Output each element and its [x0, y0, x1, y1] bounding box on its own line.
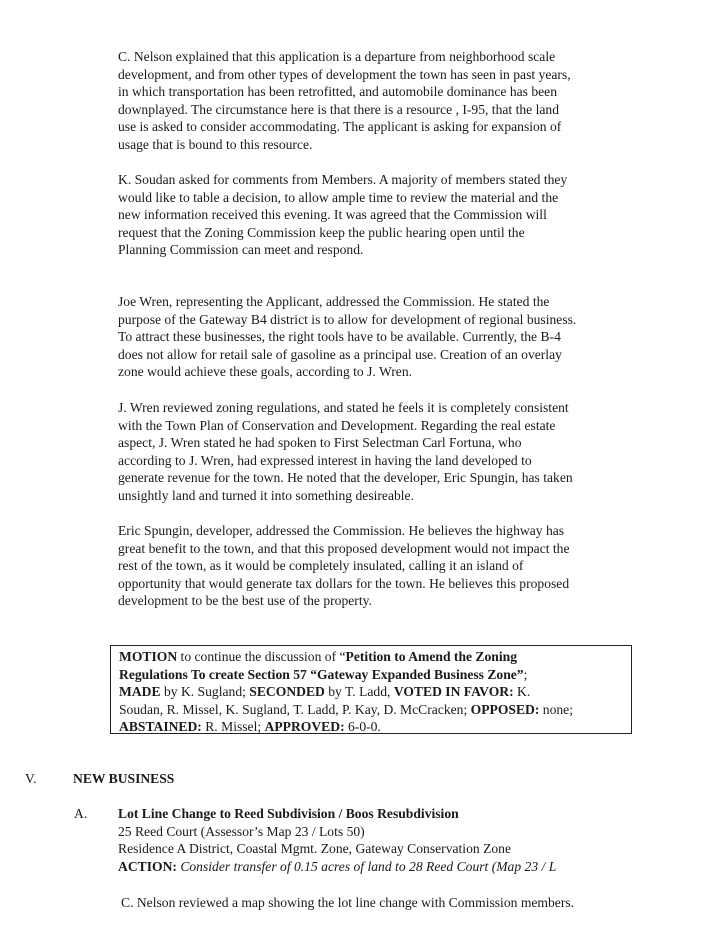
text-line: purpose of the Gateway B4 district is to allow for development of regional business.: [118, 311, 577, 327]
petition-title: Petition to Amend the Zoning: [345, 649, 517, 664]
text-line: aspect, J. Wren stated he had spoken to First Selectman Carl Fortuna, who: [118, 435, 522, 451]
motion-box: [110, 645, 632, 734]
made-text: by K. Sugland;: [160, 684, 250, 700]
text-line: does not allow for retail sale of gasoline as a principal use. Creation of an overlay: [118, 346, 562, 362]
abstained-text: R. Missel;: [201, 719, 265, 735]
text-line: development to be the best use of the property.: [118, 593, 372, 609]
voted-names: Soudan, R. Missel, K. Sugland, T. Ladd, P. Kay, D. McCracken;: [119, 701, 471, 717]
motion-line: [119, 648, 631, 666]
motion-semicolon: ;: [523, 666, 528, 682]
text-line: usage that is bound to this resource.: [118, 136, 313, 152]
motion-label: MOTION: [119, 649, 178, 664]
made-label: MADE: [119, 684, 161, 700]
action-text: Consider transfer of 0.15 acres of land to 28 Reed Court (Map 23 / L: [176, 858, 557, 874]
motion-line: [119, 718, 631, 736]
action-label: ACTION:: [118, 858, 177, 874]
voted-label: VOTED IN FAVOR:: [393, 684, 514, 700]
text-line: Eric Spungin, developer, addressed the Commission. He believes the highway has: [118, 523, 565, 538]
text-line: unsightly land and turned it into something desireable.: [118, 487, 414, 503]
item-zones: Residence A District, Coastal Mgmt. Zone, Gateway Conservation Zone: [118, 841, 512, 857]
text-line: generate revenue for the town. He noted that the developer, Eric Spungin, has taken: [118, 470, 573, 486]
item-lot-line-change: [118, 805, 556, 875]
motion-line: [119, 701, 631, 719]
text-line: rest of the town, as it would be completely insulated, calling it an island of: [118, 558, 524, 574]
paragraph-nelson-map-review: [121, 894, 641, 912]
paragraph-nelson-application: [118, 48, 638, 154]
item-title: Lot Line Change to Reed Subdivision / Boos Resubdivision: [118, 806, 459, 821]
motion-line: [119, 683, 631, 701]
opposed-text: none;: [539, 701, 573, 717]
paragraph-wren-regulations: [118, 399, 638, 505]
section-number: V.: [25, 771, 37, 786]
text-line: with the Town Plan of Conservation and Development. Regarding the real estate: [118, 417, 556, 433]
paragraph-soudan-comments: [118, 171, 638, 259]
text-line: would like to table a decision, to allow ample time to review the material and the: [118, 189, 559, 205]
text-line: Joe Wren, representing the Applicant, addressed the Commission. He stated the: [118, 294, 550, 309]
text-line: J. Wren reviewed zoning regulations, and stated he feels it is completely consistent: [118, 400, 569, 415]
motion-text: to continue the discussion of “: [177, 649, 346, 664]
item-address: 25 Reed Court (Assessor’s Map 23 / Lots 50): [118, 823, 365, 839]
text-line: To attract these businesses, the right tools have to be available. Currently, the B-4: [118, 329, 561, 345]
motion-line: [119, 666, 631, 684]
text-line: in which transportation has been retrofitted, and automobile dominance has been: [118, 84, 558, 100]
seconded-label: SECONDED: [249, 684, 325, 700]
text-line: C. Nelson explained that this application is a departure from neighborhood scale: [118, 49, 556, 64]
paragraph-spungin-developer: [118, 522, 638, 610]
abstained-label: ABSTAINED:: [119, 719, 202, 735]
text-line: new information received this evening. It was agreed that the Commission will: [118, 207, 547, 223]
text-line: use is asked to consider accommodating. The applicant is asking for expansion of: [118, 119, 562, 135]
item-letter: A.: [74, 806, 88, 821]
text-line: great benefit to the town, and that this proposed development would not impact the: [118, 540, 570, 556]
text-line: downplayed. The circumstance here is that there is a resource , I-95, that the land: [118, 101, 560, 117]
text-line: K. Soudan asked for comments from Members. A majority of members stated they: [118, 172, 568, 187]
seconded-text: by T. Ladd,: [324, 684, 394, 700]
section-title: NEW BUSINESS: [73, 771, 175, 786]
petition-title-continued: Regulations To create Section 57 “Gateway Expanded Business Zone”: [119, 666, 524, 682]
item-action: [118, 858, 556, 876]
voted-text: K.: [513, 684, 531, 700]
text-line: development, and from other types of development the town has seen in past years,: [118, 66, 571, 82]
text-line: C. Nelson reviewed a map showing the lot line change with Commission members.: [121, 895, 575, 910]
approved-label: APPROVED:: [264, 719, 345, 735]
text-line: according to J. Wren, had expressed interest in having the land developed to: [118, 452, 532, 468]
text-line: opportunity that would generate tax dollars for the town. He believes this proposed: [118, 575, 570, 591]
text-line: zone would achieve these goals, according to J. Wren.: [118, 364, 413, 380]
text-line: request that the Zoning Commission keep the public hearing open until the: [118, 224, 525, 240]
text-line: Planning Commission can meet and respond.: [118, 242, 364, 258]
opposed-label: OPPOSED:: [470, 701, 540, 717]
paragraph-wren-applicant: [118, 293, 638, 381]
approved-text: 6-0-0.: [344, 719, 381, 735]
